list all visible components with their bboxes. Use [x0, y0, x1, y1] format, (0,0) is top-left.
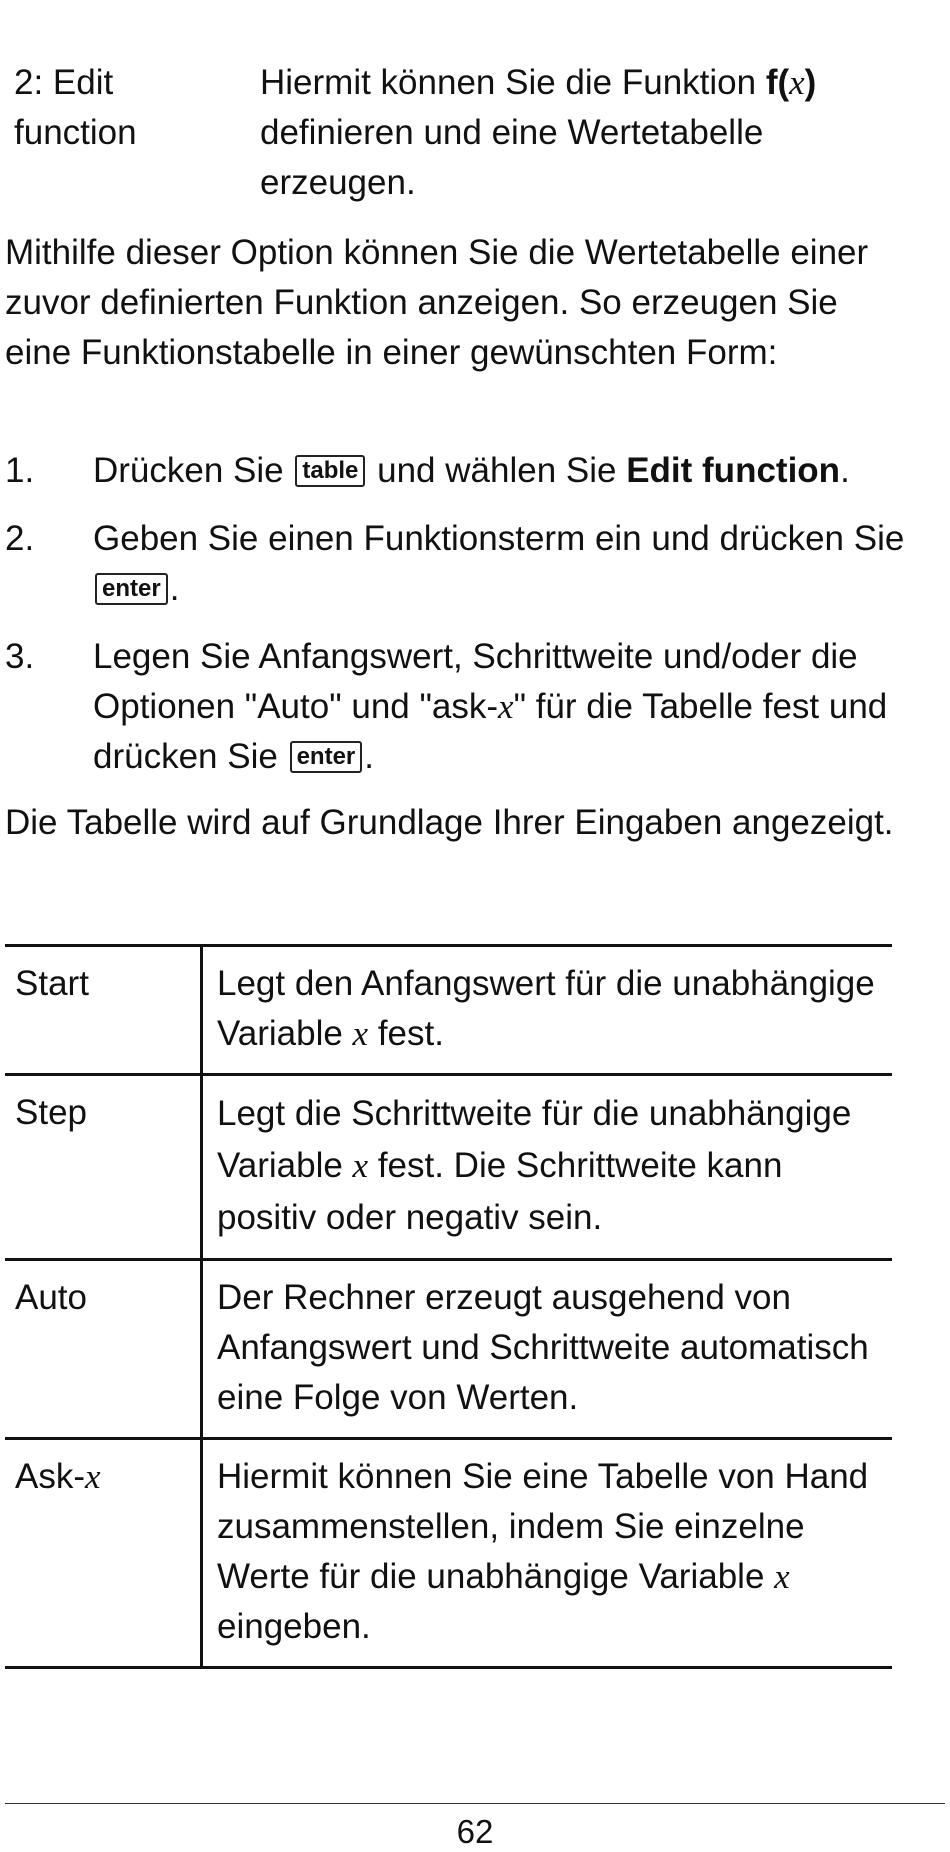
variable-x: x [498, 687, 514, 726]
menu-option-term-line2: function [14, 113, 137, 152]
option-description [202, 946, 893, 1075]
option-desc-text: fest. Die Schrittweite kann positiv oder negativ sein. [217, 1146, 783, 1237]
function-name: f( [765, 63, 790, 102]
option-desc-text: Legt die Schrittweite für die unabhängige Variable [217, 1094, 852, 1185]
variable-x: x [352, 1014, 369, 1053]
desc-text: Hiermit können Sie die Funktion [260, 63, 766, 102]
option-term: Auto [5, 1260, 202, 1439]
step-text: . [840, 451, 850, 490]
option-desc-text: Legt den Anfangswert für die unabhängige Variable [217, 964, 875, 1053]
menu-option-term [14, 58, 244, 158]
variable-x: x [774, 1557, 790, 1596]
page-number: 62 [456, 1813, 494, 1850]
step-text: Geben Sie einen Funktionsterm ein und drücken Sie [93, 519, 905, 558]
step-text: Drücken Sie [93, 451, 284, 490]
function-close-paren: ) [804, 63, 817, 102]
variable-x: x [85, 1457, 101, 1496]
step-number: 1. [5, 451, 35, 490]
option-description [202, 1439, 893, 1668]
variable-x: x [789, 63, 805, 102]
desc-text-end: definieren und eine Wertetabelle erzeugen. [260, 113, 764, 202]
enter-key: enter [290, 741, 363, 773]
enter-key: enter [95, 573, 168, 605]
menu-option-name: Edit function [626, 451, 841, 490]
table-key: table [295, 455, 365, 487]
options-table [5, 944, 892, 1669]
result-paragraph: Die Tabelle wird auf Grundlage Ihrer Eingaben angezeigt. [5, 803, 894, 842]
step-number: 3. [5, 637, 35, 676]
step-text: . [364, 737, 374, 776]
steps-list [5, 446, 935, 800]
step-text: . [169, 569, 180, 608]
variable-x: x [352, 1146, 369, 1185]
table-row [5, 946, 892, 1075]
intro-paragraph: Mithilfe dieser Option können Sie die Wertetabelle einer zuvor definierten Funktion anzeigen. So erzeugen Sie eine Funktionstabelle in einer gewünschten Form: [5, 233, 869, 372]
option-description [202, 1260, 893, 1439]
option-term-text: Ask- [15, 1457, 85, 1496]
step-item [5, 632, 935, 782]
option-term [5, 1439, 202, 1668]
option-term: Start [5, 946, 202, 1075]
option-term: Step [5, 1075, 202, 1260]
option-desc-text: Hiermit können Sie eine Tabelle von Hand zusammenstellen, indem Sie einzelne Werte für die unabhängige Variable [217, 1457, 869, 1596]
table-row [5, 1439, 892, 1668]
step-text: Legen Sie Anfangswert, Schrittweite und/oder die Optionen "Auto" und "ask- [93, 637, 858, 726]
option-desc-text: Der Rechner erzeugt ausgehend von Anfangswert und Schrittweite automatisch eine Folge von Werten. [217, 1278, 869, 1417]
step-text: und wählen Sie [377, 451, 627, 490]
table-row [5, 1075, 892, 1260]
menu-option-description [260, 58, 900, 208]
footer-divider [5, 1803, 945, 1804]
table-row [5, 1260, 892, 1439]
step-number: 2. [5, 519, 35, 558]
option-desc-text: fest. [368, 1014, 444, 1053]
option-description [202, 1075, 893, 1260]
menu-option-term-line1: 2: Edit [14, 63, 114, 102]
option-desc-text: eingeben. [217, 1607, 371, 1646]
step-item [5, 514, 935, 614]
step-item [5, 446, 935, 496]
step-text: " für die Tabelle fest und drücken Sie [93, 687, 888, 776]
